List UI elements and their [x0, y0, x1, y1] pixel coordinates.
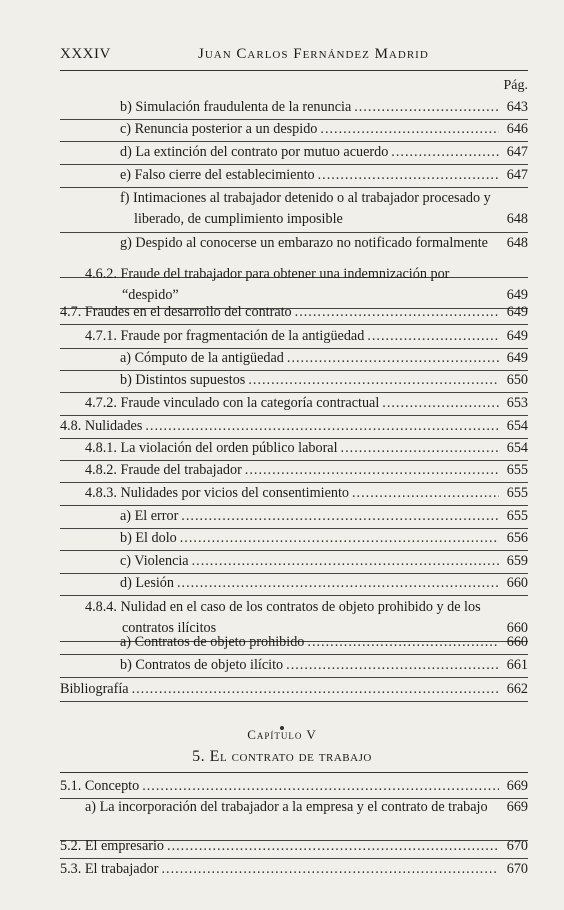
running-header	[60, 46, 528, 68]
entry-rule	[60, 677, 528, 678]
chapter-rule	[60, 772, 528, 773]
entry-rule	[60, 595, 528, 596]
toc-entry: b) El dolo ..... 656	[120, 528, 528, 549]
toc-entry: a) Contratos de objeto prohibido ..... 660	[120, 632, 528, 653]
toc-entry: b) Distintos supuestos ..... 650	[120, 370, 528, 391]
toc-entry: a) El error ..... 655	[120, 506, 528, 527]
toc-entry: a) Cómputo de la antigüedad ..... 649	[120, 348, 528, 369]
toc-entry: 5.2. El empresario ..... 670	[60, 836, 528, 857]
toc-entry: d) Lesión ..... 660	[120, 573, 528, 594]
toc-entry: 4.8. Nulidades ..... 654	[60, 416, 528, 437]
toc-entry: d) La extinción del contrato por mutuo acuerdo ..... 647	[120, 142, 528, 163]
toc-entry: 4.6.2. Fraude del trabajador para obtener una indemnización por “despido” 649	[85, 266, 528, 303]
chapter-label: Capítulo V	[247, 727, 317, 742]
toc-entry: 4.8.2. Fraude del trabajador ..... 655	[85, 460, 528, 481]
toc-entry: c) Renuncia posterior a un despido ..... 646	[120, 119, 528, 140]
toc-entry: g) Despido al conocerse un embarazo no notificado formalmente 648	[120, 235, 528, 251]
toc-entry: 4.8.4. Nulidad en el caso de los contratos de objeto prohibido y de los contratos ilícitos 660	[85, 599, 528, 636]
toc-entry: e) Falso cierre del establecimiento ..... 647	[120, 165, 528, 186]
author-name: Juan Carlos Fernández Madrid	[198, 46, 429, 62]
toc-entry: Bibliografía ..... 662	[60, 679, 528, 700]
toc-entry: 4.7. Fraudes en el desarrollo del contrato ..... 649	[60, 302, 528, 323]
toc-entry: f) Intimaciones al trabajador detenido o al trabajador procesado y liberado, de cumplimiento imposible 648	[120, 190, 528, 227]
chapter-title: 5. El contrato de trabajo	[192, 748, 372, 765]
toc-entry: a) La incorporación del trabajador a la empresa y el contrato de trabajo 669	[85, 799, 528, 815]
entry-rule	[60, 324, 528, 325]
toc-entry: 5.1. Concepto ..... 669	[60, 776, 528, 797]
toc-entry: 4.7.2. Fraude vinculado con la categoría contractual ..... 653	[85, 393, 528, 414]
page-number: XXXIV	[60, 46, 111, 62]
header-rule	[60, 70, 528, 71]
toc-entry: b) Simulación fraudulenta de la renuncia ..... 643	[120, 97, 528, 118]
toc-entry: 4.8.1. La violación del orden público laboral ..... 654	[85, 438, 528, 459]
toc-entry: b) Contratos de objeto ilícito ..... 661	[120, 655, 528, 676]
toc-entry: 4.7.1. Fraude por fragmentación de la antigüedad ..... 649	[85, 326, 528, 347]
toc-entry: 5.3. El trabajador ..... 670	[60, 859, 528, 880]
page-column-label: Pág.	[503, 78, 528, 93]
entry-rule	[60, 701, 528, 702]
toc-entry: c) Violencia ..... 659	[120, 551, 528, 572]
toc-entry: 4.8.3. Nulidades por vicios del consentimiento ..... 655	[85, 483, 528, 504]
